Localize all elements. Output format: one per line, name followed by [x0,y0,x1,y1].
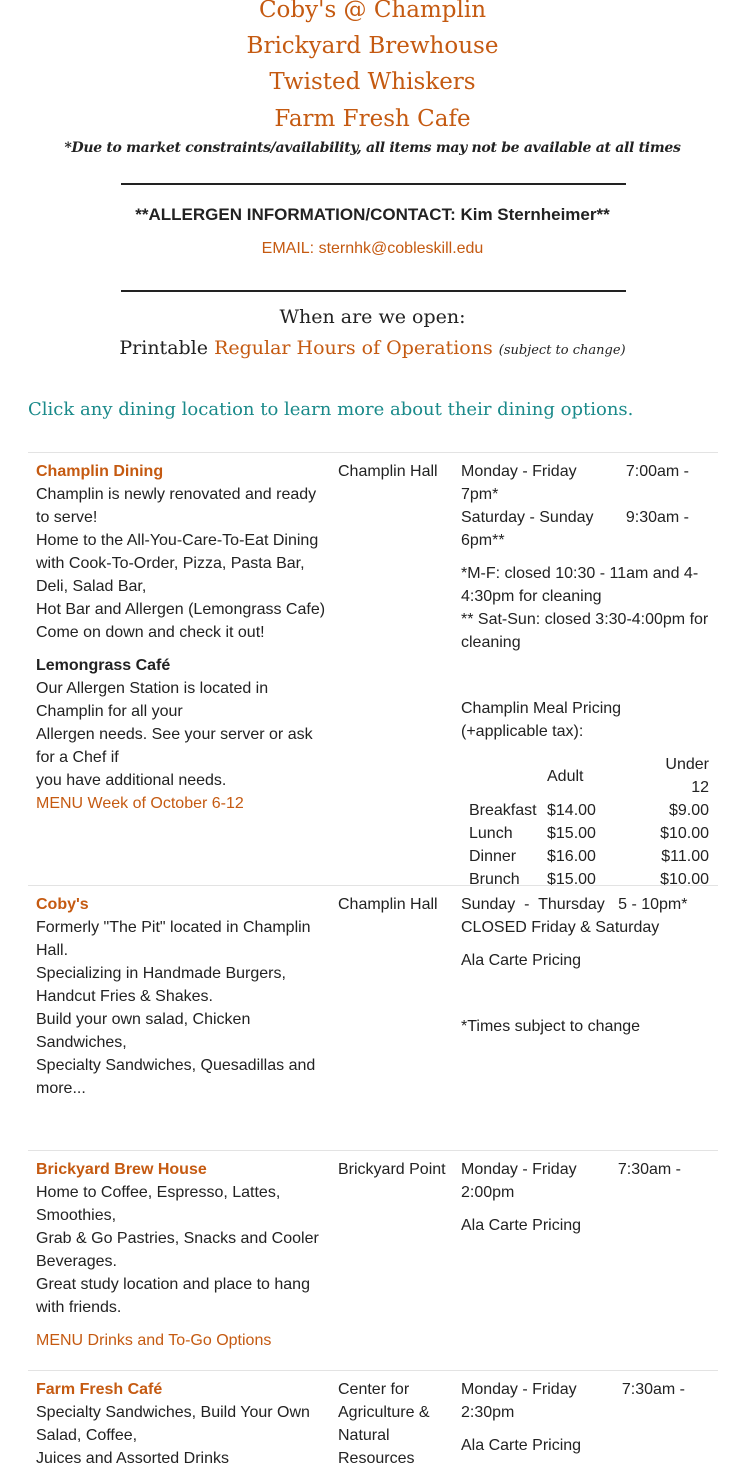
hours-end: 6pm** [461,532,505,549]
closure-note: *M-F: closed 10:30 - 11am and 4-4:30pm for cleaning [461,565,699,605]
cobys-hours-cell [461,893,721,1038]
location-link-brickyard[interactable]: Brickyard Brewhouse [246,33,499,59]
champlin-description-cell [36,460,326,815]
champlin-desc-line: Come on down and check it out! [36,624,265,641]
farmfresh-building: Center for Agriculture & Natural Resources [338,1381,430,1467]
pricing-title: Champlin Meal Pricing (+applicable tax): [461,700,622,740]
champlin-menu-link[interactable]: MENU Week of October 6-12 [36,795,244,812]
champlin-hours-cell [461,460,711,891]
cobys-hours: Sunday - Thursday 5 - 10pm* [461,896,688,913]
champlin-building: Champlin Hall [338,463,438,480]
cobys-building: Champlin Hall [338,896,438,913]
cobys-description-cell [36,893,326,1100]
subject-to-change-note: (subject to change) [498,343,626,358]
farmfresh-link[interactable]: Farm Fresh Café [36,1381,163,1398]
child-price: $10.00 [660,871,709,888]
farmfresh-desc-line: Juices and Assorted Drinks [36,1450,229,1467]
hours-start: 9:30am - [625,509,689,526]
location-link-cobys[interactable]: Coby's @ Champlin [258,0,487,23]
table-row [469,868,709,891]
divider [121,183,626,185]
hours-days: Monday - Friday [461,1381,577,1398]
adult-price: $15.00 [547,825,596,842]
click-location-prompt: Click any dining location to learn more about their dining options. [28,399,634,420]
champlin-desc-line: Hot Bar and Allergen (Lemongrass Cafe) [36,601,326,618]
printable-label: Printable [119,337,209,359]
hours-start: 7:00am - [625,463,689,480]
brickyard-hours-cell [461,1158,711,1237]
allergen-contact-heading: **ALLERGEN INFORMATION/CONTACT: Kim Sternheimer** [135,205,610,224]
child-price: $11.00 [661,848,709,865]
meal-price-table [469,753,709,891]
adult-price: $14.00 [547,802,596,819]
farmfresh-description-cell [36,1378,326,1470]
table-row [469,822,709,845]
location-link-twisted-whiskers[interactable]: Twisted Whiskers [269,69,476,95]
lemongrass-desc-line: you have additional needs. [36,772,227,789]
location-link-farm-fresh[interactable]: Farm Fresh Cafe [274,106,471,132]
champlin-dining-link[interactable]: Champlin Dining [36,463,164,480]
cobys-desc-line: Specialty Sandwiches, Quesadillas and more... [36,1057,316,1097]
table-row [469,845,709,868]
farmfresh-hours-cell [461,1378,711,1457]
champlin-desc-line: Home to the All-You-Care-To-Eat Dining with Cook-To-Order, Pizza, Pasta Bar, Deli, Salad Bar, [36,532,319,595]
hours-start: 7:30am - [617,1161,681,1178]
brickyard-desc-line: Great study location and place to hang with friends. [36,1276,310,1316]
cobys-pricing: Ala Carte Pricing [461,952,582,969]
hours-days: Monday - Friday [461,1161,577,1178]
price-header: Adult [547,767,584,785]
lemongrass-desc-line: Our Allergen Station is located in Champlin for all your [36,680,269,720]
cobys-times-note: *Times subject to change [461,1018,641,1035]
meal-name: Dinner [469,848,517,865]
hours-end: 2:00pm [461,1184,515,1201]
meal-name: Lunch [469,825,513,842]
hours-start: 7:30am - [621,1381,685,1398]
table-row-divider [28,1150,718,1151]
brickyard-description-cell [36,1158,326,1352]
hours-days: Monday - Friday [461,463,577,480]
farmfresh-desc-line: Specialty Sandwiches, Build Your Own Salad, Coffee, [36,1404,310,1444]
table-row-divider [28,452,718,453]
champlin-desc-line: Champlin is newly renovated and ready to serve! [36,486,317,526]
child-price: $9.00 [668,802,709,819]
meal-name: Brunch [469,871,520,888]
brickyard-desc-line: Home to Coffee, Espresso, Lattes, Smoothies, [36,1184,281,1224]
meal-name: Breakfast [469,802,537,819]
cobys-desc-line: Build your own salad, Chicken Sandwiches, [36,1011,251,1051]
when-open-heading: When are we open: [279,306,466,328]
hours-of-operations-link[interactable]: Regular Hours of Operations [214,337,493,359]
farmfresh-pricing: Ala Carte Pricing [461,1437,582,1454]
adult-price: $15.00 [547,871,596,888]
brickyard-link[interactable]: Brickyard Brew House [36,1161,207,1178]
hours-end: 7pm* [461,486,499,503]
adult-price: $16.00 [547,848,596,865]
printable-hours-line [0,337,745,359]
lemongrass-desc-line: Allergen needs. See your server or ask for a Chef if [36,726,313,766]
hours-days: Saturday - Sunday [461,509,594,526]
divider [121,290,626,292]
brickyard-building: Brickyard Point [338,1161,446,1178]
cobys-desc-line: Specializing in Handmade Burgers, Handcut Fries & Shakes. [36,965,286,1005]
cobys-link[interactable]: Coby's [36,896,89,913]
brickyard-pricing: Ala Carte Pricing [461,1217,582,1234]
price-header [469,753,547,799]
lemongrass-title: Lemongrass Café [36,657,171,674]
cobys-closed: CLOSED Friday & Saturday [461,919,660,936]
price-header: Under 12 [665,756,709,796]
table-row [469,799,709,822]
availability-note: *Due to market constraints/availability, all items may not be available at all times [64,140,681,156]
child-price: $10.00 [660,825,709,842]
table-row-divider [28,1370,718,1371]
brickyard-desc-line: Grab & Go Pastries, Snacks and Cooler Beverages. [36,1230,319,1270]
table-row-divider [28,885,718,886]
closure-note: ** Sat-Sun: closed 3:30-4:00pm for cleaning [461,611,709,651]
cobys-desc-line: Formerly "The Pit" located in Champlin Hall. [36,919,311,959]
email-link[interactable]: EMAIL: sternhk@cobleskill.edu [261,240,484,257]
hours-end: 2:30pm [461,1404,515,1421]
brickyard-menu-link[interactable]: MENU Drinks and To-Go Options [36,1332,272,1349]
price-header-row [469,753,709,799]
